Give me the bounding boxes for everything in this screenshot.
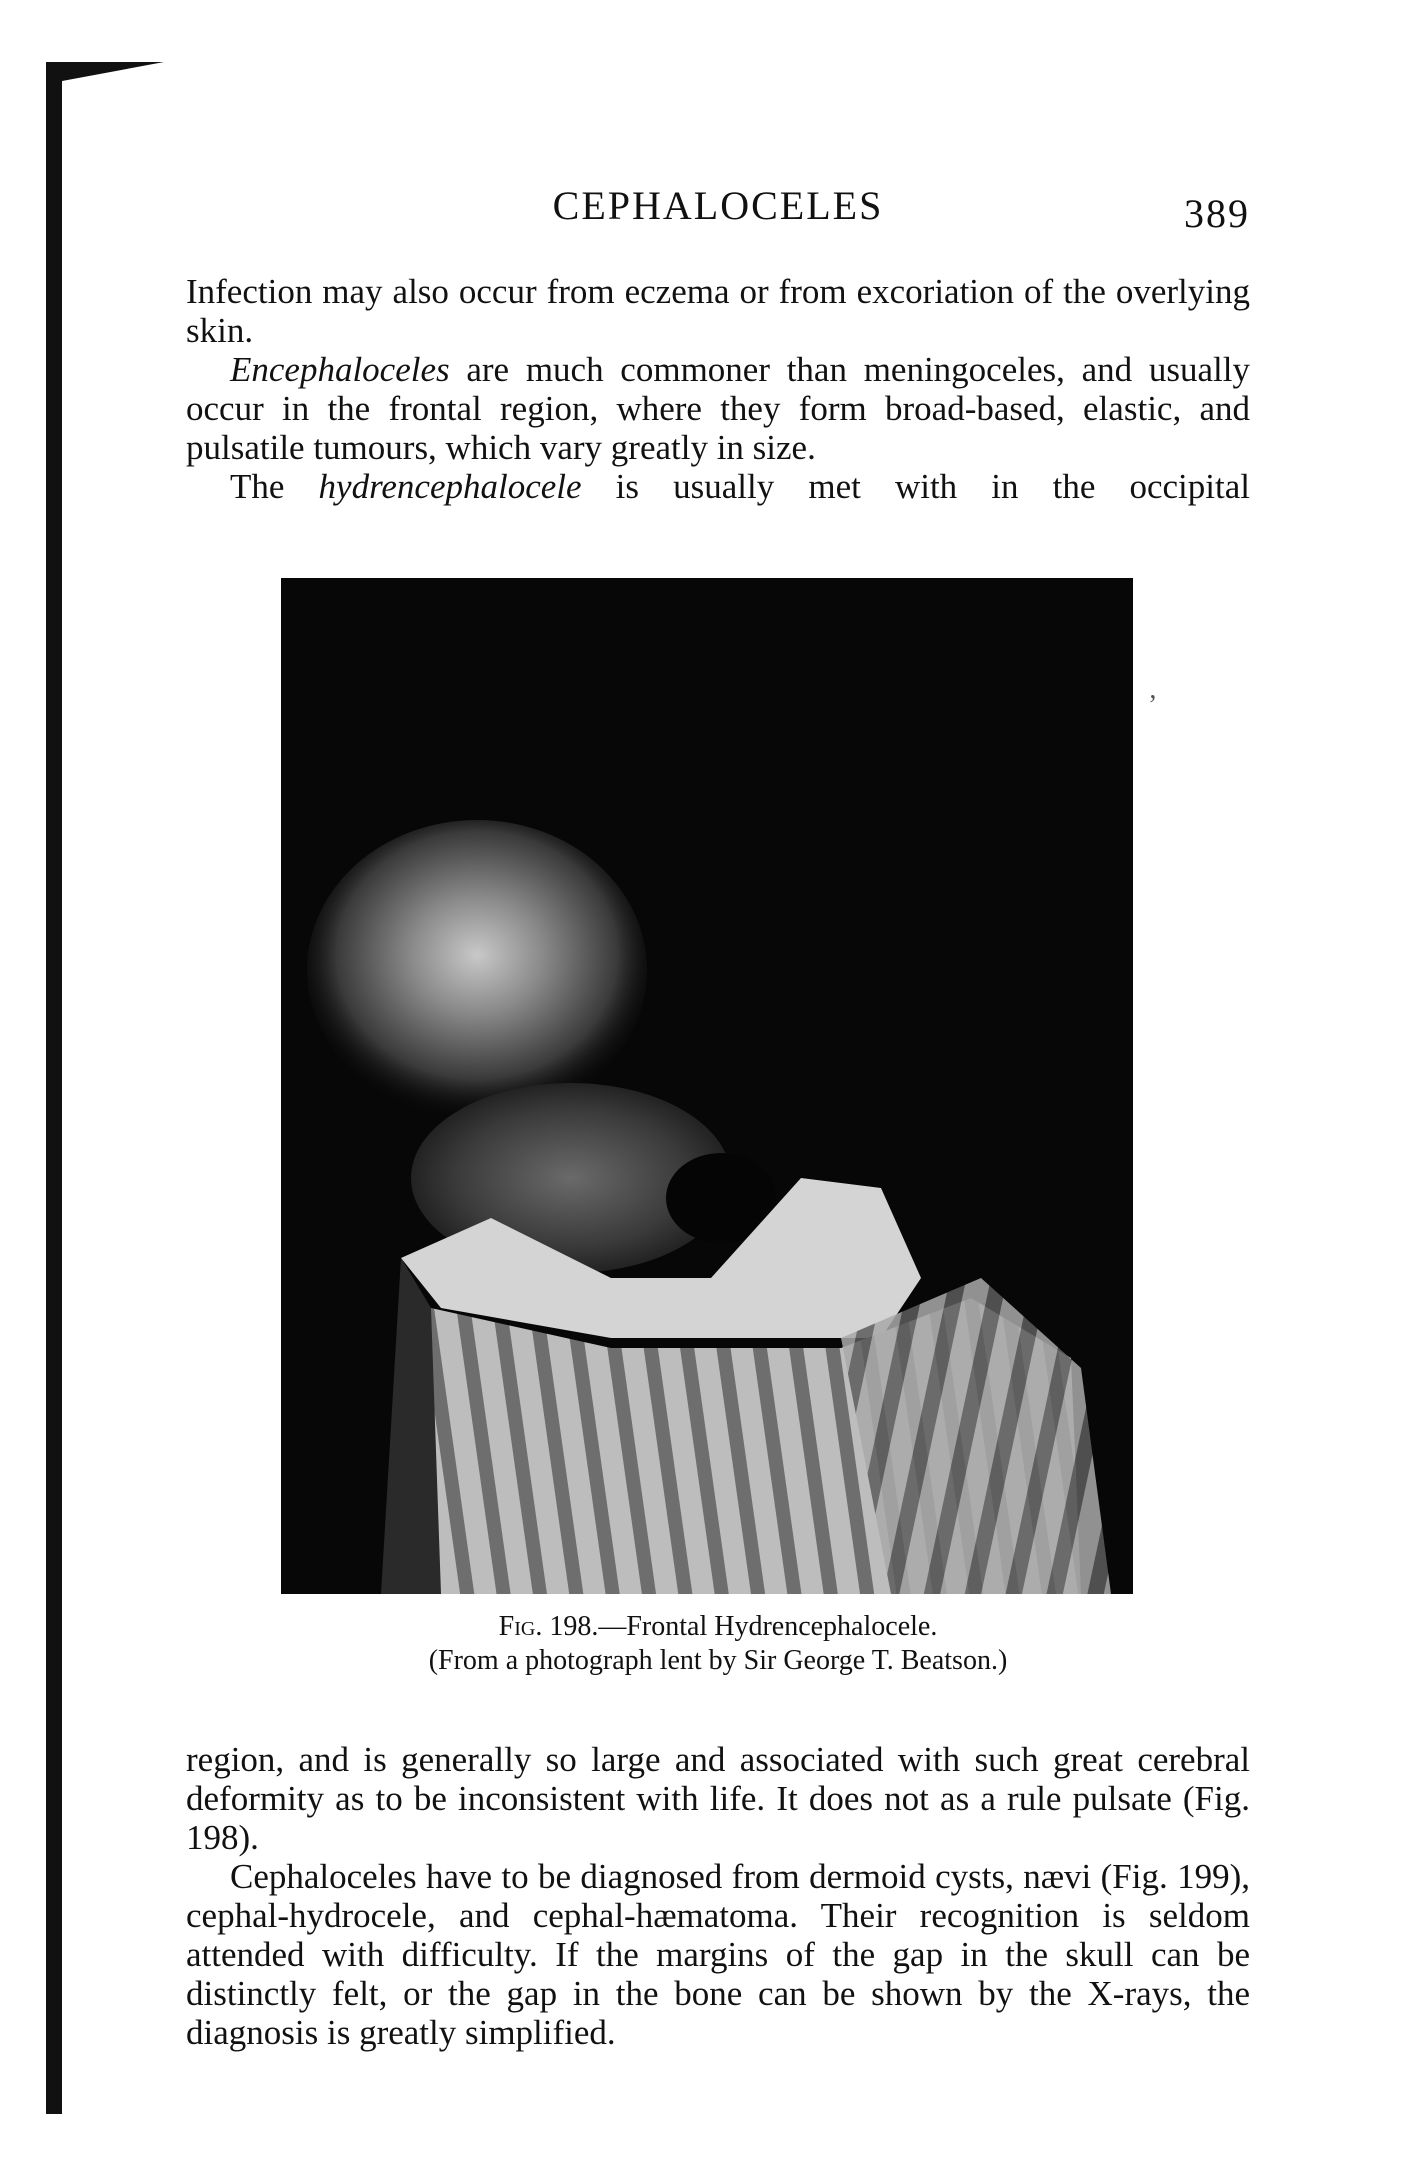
paragraph-encephaloceles bbox=[186, 350, 1250, 467]
body-text-bottom bbox=[186, 1740, 1250, 2052]
paragraph-region: region, and is generally so large and associated with such great cerebral deformity as to be inconsistent with life. It does not as a rule pulsate (Fig. 198). bbox=[186, 1740, 1250, 1857]
paragraph-encephaloceles-text: are much commoner than meningoceles, and usually occur in the frontal region, where they form broad-based, elastic, and pulsatile tumours, which vary greatly in size. bbox=[186, 350, 1250, 467]
paragraph-hydrencephalocele-lead: The bbox=[230, 467, 319, 506]
scan-mark: ’ bbox=[1148, 690, 1158, 721]
paragraph-hydrencephalocele-text: is usually met with in the occipital bbox=[581, 467, 1250, 506]
caption-title: —Frontal Hydrencephalocele. bbox=[598, 1611, 938, 1642]
caption-credit: (From a photograph lent by Sir George T. Beatson.) bbox=[428, 1645, 1008, 1676]
body-text-top bbox=[186, 272, 1250, 506]
term-hydrencephalocele: hydrencephalocele bbox=[318, 467, 582, 506]
paragraph-infection: Infection may also occur from eczema or from excoriation of the overlying skin. bbox=[186, 272, 1250, 350]
term-encephaloceles: Encephaloceles bbox=[230, 350, 450, 389]
page-header bbox=[186, 182, 1250, 236]
page-number: 389 bbox=[1184, 191, 1250, 236]
paragraph-hydrencephalocele bbox=[186, 467, 1250, 506]
figure-caption bbox=[186, 1610, 1250, 1678]
running-title: CEPHALOCELES bbox=[552, 183, 884, 228]
infant-photograph bbox=[281, 578, 1133, 1594]
binding-edge bbox=[46, 64, 62, 2114]
figure-photograph bbox=[281, 578, 1133, 1594]
caption-line bbox=[186, 1610, 1250, 1644]
paragraph-diagnosis: Cephaloceles have to be diagnosed from dermoid cysts, nævi (Fig. 199), cephal-hydrocele, and cephal-hæmatoma. Their recognition is seldom attended with difficulty. If the margins of the gap in the skull can be distinctly felt, or the gap in the bone can be shown by the X-rays, the diagnosis is greatly simplified. bbox=[186, 1857, 1250, 2052]
caption-label: Fig. 198. bbox=[498, 1611, 599, 1642]
